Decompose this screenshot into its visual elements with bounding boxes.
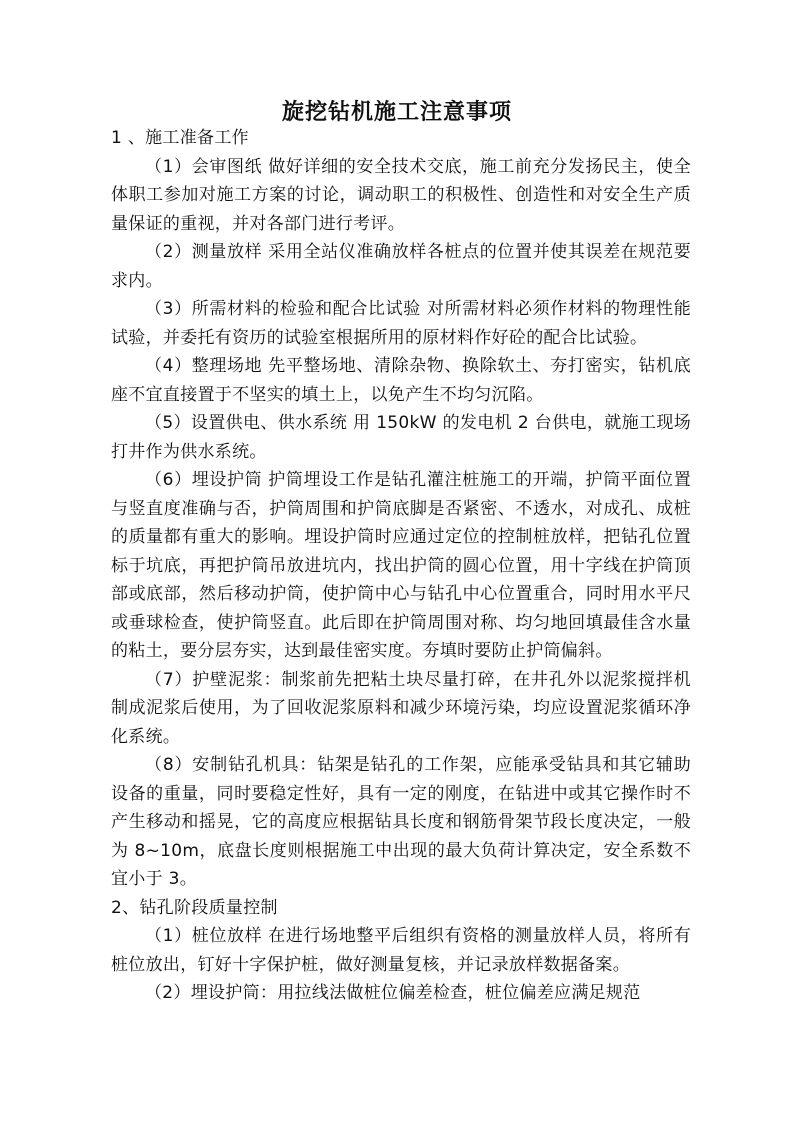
paragraph: （7）护壁泥浆：制浆前先把粘土块尽量打碎，在井孔外以泥浆搅拌机制成泥浆后使用，为了回收泥浆原料和减少环境污染，均应设置泥浆循环净化系统。 <box>111 669 691 747</box>
paragraph: （2）埋设护筒：用拉线法做桩位偏差检查，桩位偏差应满足规范 <box>145 983 641 1003</box>
paragraph: （8）安制钻孔机具：钻架是钻孔的工作架，应能承受钻具和其它辅助设备的重量，同时要稳定性好，具有一定的刚度，在钻进中或其它操作时不产生移动和摇晃，它的高度应根据钻具长度和钢筋骨架节段长度决定，一般为 8~10m，底盘长度则根据施工中出现的最大负荷计算决定，安全系数不宜小于 3。 <box>111 755 691 889</box>
paragraph: （3）所需材料的检验和配合比试验 对所需材料必须作材料的物理性能试验，并委托有资历的试验室根据所用的原材料作好砼的配合比试验。 <box>111 299 691 348</box>
section-heading: 1 、施工准备工作 <box>111 128 249 148</box>
paragraph: （5）设置供电、供水系统 用 150kW 的发电机 2 台供电，就施工现场打井作为供水系统。 <box>111 413 691 462</box>
paragraph: （1）会审图纸 做好详细的安全技术交底，施工前充分发扬民主，使全体职工参加对施工方案的讨论，调动职工的积极性、创造性和对安全生产质量保证的重视，并对各部门进行考评。 <box>111 156 691 234</box>
section-heading: 2、钻孔阶段质量控制 <box>111 897 278 918</box>
document-title: 旋挖钻机施工注意事项 <box>281 99 512 125</box>
paragraph: （1）桩位放样 在进行场地整平后组织有资格的测量放样人员，将所有桩位放出，钉好十字保护桩，做好测量复核，并记录放样数据备案。 <box>111 926 691 975</box>
paragraph: （4）整理场地 先平整场地、清除杂物、换除软土、夯打密实，钻机底座不宜直接置于不坚实的填土上，以免产生不均匀沉陷。 <box>111 356 691 405</box>
paragraph: （2）测量放样 采用全站仪准确放样各桩点的位置并使其误差在规范要求内。 <box>111 242 691 291</box>
document-body <box>111 124 691 1008</box>
paragraph: （6）埋设护筒 护筒埋设工作是钻孔灌注桩施工的开端，护筒平面位置与竖直度准确与否，护筒周围和护筒底脚是否紧密、不透水，对成孔、成桩的质量都有重大的影响。埋设护筒时应通过定位的控制桩放样，把钻孔位置标于坑底，再把护筒吊放进坑内，找出护筒的圆心位置，用十字线在护筒顶部或底部，然后移动护筒，使护筒中心与钻孔中心位置重合，同时用水平尺或垂球检查，使护筒竖直。此后即在护筒周围对称、均匀地回填最佳含水量的粘土，要分层夯实，达到最佳密实度。夯填时要防止护筒偏斜。 <box>111 470 691 661</box>
